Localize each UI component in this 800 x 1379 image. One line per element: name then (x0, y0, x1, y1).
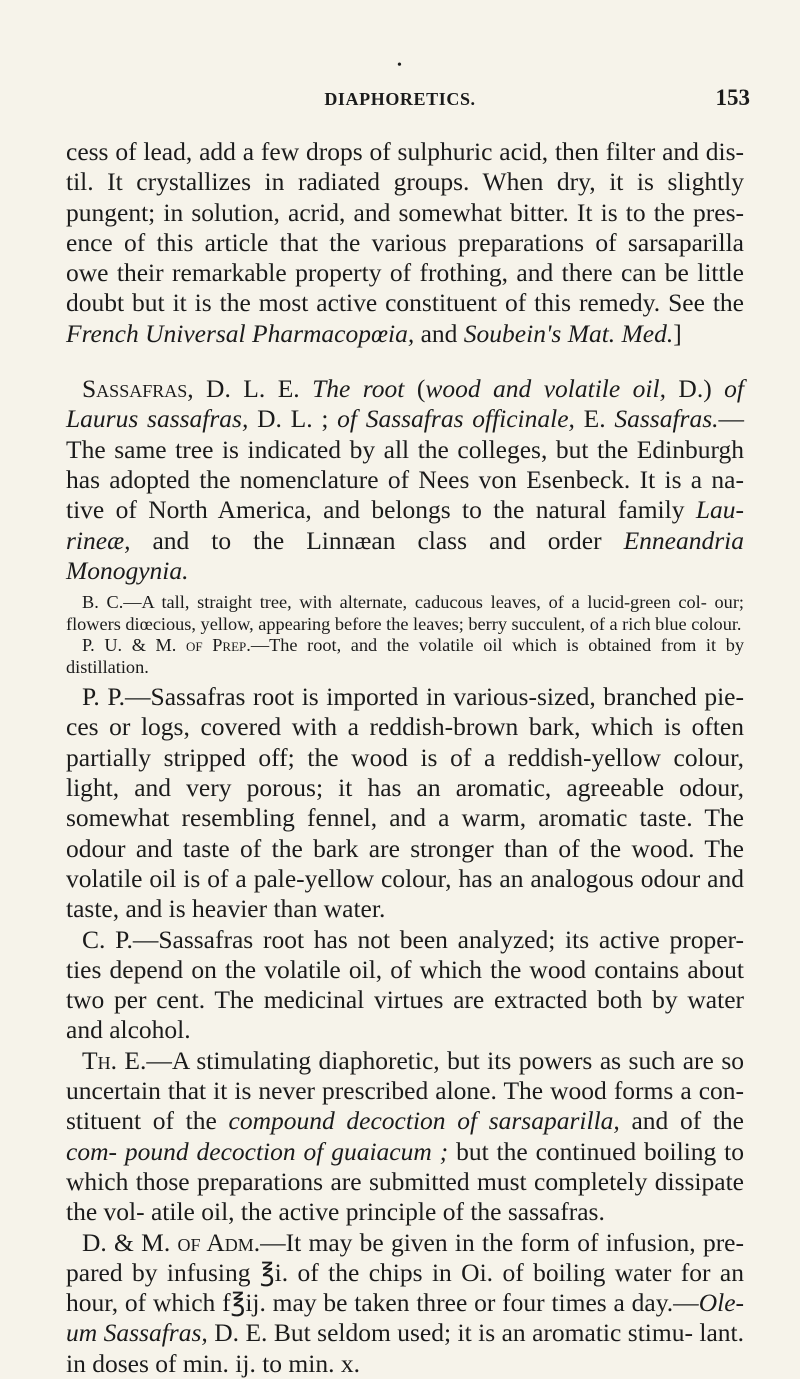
paragraph-therapeutic-effects: Th. E.—A stimulating diaphoretic, but its powers as such are so uncertain that it is never prescribed alone. The wood forms a con- stituent of the compound decoction of sarsaparilla, and of the com- pound decoction of guaiacum ; but the continued boiling to which those preparations are submitted must completely dissipate the vol- atile oil, the active principle of the sassafras. (66, 1045, 745, 1227)
paragraph-physical-properties: P. P.—Sassafras root is imported in various-sized, branched pie- ces or logs, covered with a reddish-brown bark, which is often partially stripped off; the wood is of a reddish-yellow colour, light, and very porous; it has an aromatic, agreeable odour, somewhat resembling fennel, and a warm, aromatic taste. The odour and taste of the bark are stronger than of the wood. The volatile oil is of a pale-yellow colour, has an analogous odour and taste, and is heavier than water. (66, 682, 744, 924)
paragraph-dose-administration: D. & M. of Adm.—It may be given in the form of infusion, pre- pared by infusing ℥i. of the chips in Oi. of boiling water for an hour, of which f℥ij. may be taken three or four times a day.—Ole- um Sassafras, D. E. But seldom used; it is an aromatic stimu- lant. in doses of min. ij. to min. x. (66, 1227, 744, 1378)
body-text (66, 137, 744, 1379)
paragraph-chemical-properties: C. P.—Sassafras root has not been analyzed; its active proper- ties depend on the volatile oil, of which the wood contains about two per cent. The medicinal virtues are extracted both by water and alcohol. (66, 924, 744, 1045)
page-header (0, 85, 800, 115)
note-part-used: P. U. & M. of Prep.—The root, and the volatile oil which is obtained from it by distillation. (66, 635, 744, 677)
note-botanical-characters: B. C.—A tall, straight tree, with alternate, caducous leaves, of a lucid-green col- our; flowers diœcious, yellow, appearing before the leaves; berry succulent, of a rich blue colour. (66, 592, 744, 634)
paragraph-sassafras-entry: Sassafras, D. L. E. The root (wood and volatile oil, D.) of Laurus sassafras, D. L. ; of Sassafras officinale, E. Sassafras.— The same tree is indicated by all the colleges, but the Edinburgh has adopted the nomenclature of Nees von Esenbeck. It is a na- tive of North America, and belongs to the natural family Lau- rineæ, and to the Linnæan class and order Enneandria Monogynia. (66, 374, 745, 585)
paragraph-sarsaparilla-continued: cess of lead, add a few drops of sulphuric acid, then filter and dis- til. It crystallizes in radiated groups. When dry, it is slightly pungent; in solution, acrid, and somewhat bitter. It is to the pres- ence of this article that the various preparations of sarsaparilla owe their remarkable property of frothing, and there can be little doubt but it is the most active constituent of this remedy. See the French Universal Pharmacopœia, and Soubein's Mat. Med.] (66, 137, 744, 348)
ornament-dot: • (397, 58, 402, 73)
page-number: 153 (715, 85, 750, 110)
running-head: DIAPHORETICS. (324, 89, 476, 109)
